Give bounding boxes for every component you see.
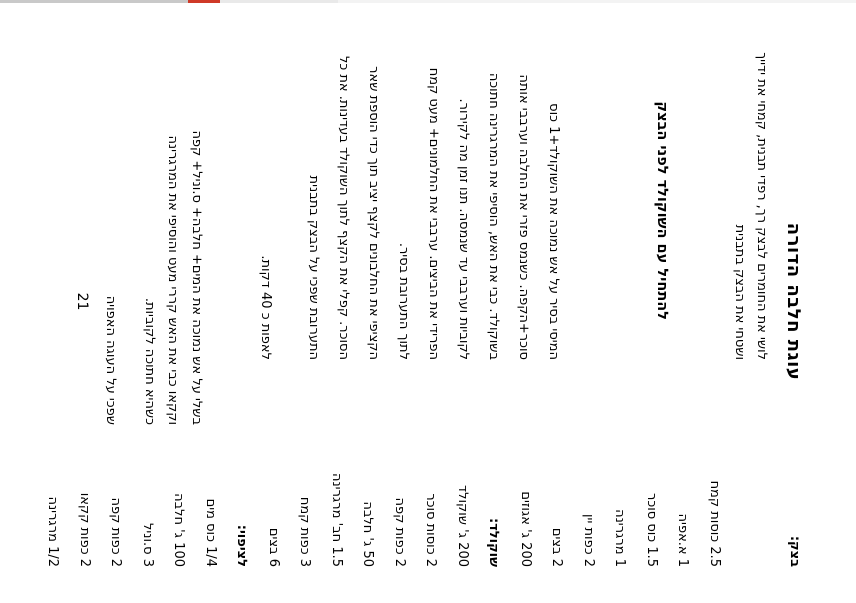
cropped-toolbar-strip bbox=[0, 0, 856, 3]
ingredient-line: 2 כפות יין bbox=[581, 514, 596, 567]
instruction-line: כשהיא חתוכה לקוביות. bbox=[142, 297, 157, 425]
ingredient-line: 2 כפות קקאו bbox=[77, 492, 92, 567]
ingredient-line: 2.5 כוסות קמח bbox=[707, 480, 722, 567]
instruction-line: בשוקולד. כבי את האש, הוסיפי את המרגרינה חתוכה bbox=[486, 72, 501, 360]
instruction-line: לקוביות וערבבי עד שנמסה. תנו זמן מה לקירור. bbox=[456, 98, 471, 360]
ingredients-header-dough: בצק: bbox=[787, 535, 802, 567]
instruction-line: לתוך התערובת בסיר. bbox=[396, 242, 411, 360]
instruction-line: הפרידי את הביצים. ערבבי את החלמונים+ מעט קמח bbox=[426, 67, 441, 360]
instruction-line: סוכר+הקפה. כשנמס פזרי את החלבה וערבבי אותה bbox=[516, 74, 531, 360]
glaze-lines bbox=[138, 65, 209, 425]
instruction-line: בשלי על אש נמוכה את המים+ חלבה+ ס.וניל+ קפה bbox=[189, 130, 204, 425]
dough-instructions bbox=[728, 20, 772, 360]
instruction-line: וקקאו כבי את האש קררי מעט והוסיפי את המרגרינה bbox=[165, 135, 181, 425]
ingredient-line: 3 כפות קמח bbox=[297, 496, 313, 567]
ingredient-line: 2 כפות קפה bbox=[108, 497, 124, 567]
instruction-line: המיסי בסיר על אש נמוכה את השוקולד+1 כוס bbox=[546, 103, 561, 360]
bake-time-line: לאפות כ 40 דקות. bbox=[258, 255, 273, 360]
instruction-line: התערובת שפכי על הבצק בתבנית bbox=[306, 175, 321, 360]
ingredient-line: 1.5 חב' מרגרינה bbox=[329, 472, 344, 567]
instruction-line: לושי את החומרים לבצק רך, רפדי תבנית, קמחי את ידייך bbox=[754, 52, 769, 360]
ingredient-line: 2 כוסות סוכר bbox=[423, 493, 439, 567]
ingredient-line: 1/2 מרגרינה bbox=[45, 496, 61, 567]
ingredient-line: 6 בצים bbox=[266, 527, 281, 567]
glaze-paragraph bbox=[99, 65, 208, 425]
ingredient-line: 200 ג' שוקולד bbox=[455, 484, 470, 567]
instruction-line: הסוכר. קפלי את הקצף לתוך השוקולד בעדינות. את כל bbox=[336, 55, 351, 360]
chocolate-method-paragraph bbox=[250, 20, 568, 360]
instruction-line: ושטחי את הבצק בתבנית bbox=[732, 224, 747, 360]
toolbar-strip-right bbox=[338, 0, 856, 3]
final-instruction-line: שפכי על העוגה האפויה bbox=[103, 295, 119, 425]
page-number: 21 bbox=[74, 292, 90, 311]
ingredient-line: לציפוי: bbox=[234, 524, 250, 567]
recipe-title: עוגת חלבה הדורה bbox=[783, 222, 804, 381]
ingredient-line: 2 בצים bbox=[549, 527, 565, 567]
ingredient-line: שוקולד: bbox=[486, 517, 502, 567]
chocolate-first-note: להתחיל עם השוקולד לפני הבצק bbox=[654, 101, 670, 320]
ingredient-line: 1 מרגרינה bbox=[612, 509, 628, 567]
toolbar-strip-middle bbox=[220, 0, 338, 3]
ingredient-line: 1.5 כוס סוכר bbox=[644, 493, 659, 567]
ingredient-line: 200 ג' אגוזים bbox=[518, 491, 533, 567]
ingredient-line: 50 ג' חלבה bbox=[360, 501, 376, 567]
ingredient-line: 100 ג' חלבה bbox=[171, 493, 187, 567]
ingredient-line: 1 א.אפיה bbox=[675, 513, 691, 567]
ingredient-line: 3 ס.וניל bbox=[140, 522, 155, 567]
method-lines bbox=[298, 20, 568, 360]
ingredient-line: 1/4 כוס מים bbox=[203, 498, 218, 567]
ingredient-line: 2 כפות קפה bbox=[392, 497, 407, 567]
red-accent-bar bbox=[188, 0, 220, 3]
instruction-line: הקציפי את החלבונים לקצף יציב תוך כדי הוספת שאר bbox=[366, 66, 381, 360]
toolbar-strip-left bbox=[0, 0, 188, 3]
